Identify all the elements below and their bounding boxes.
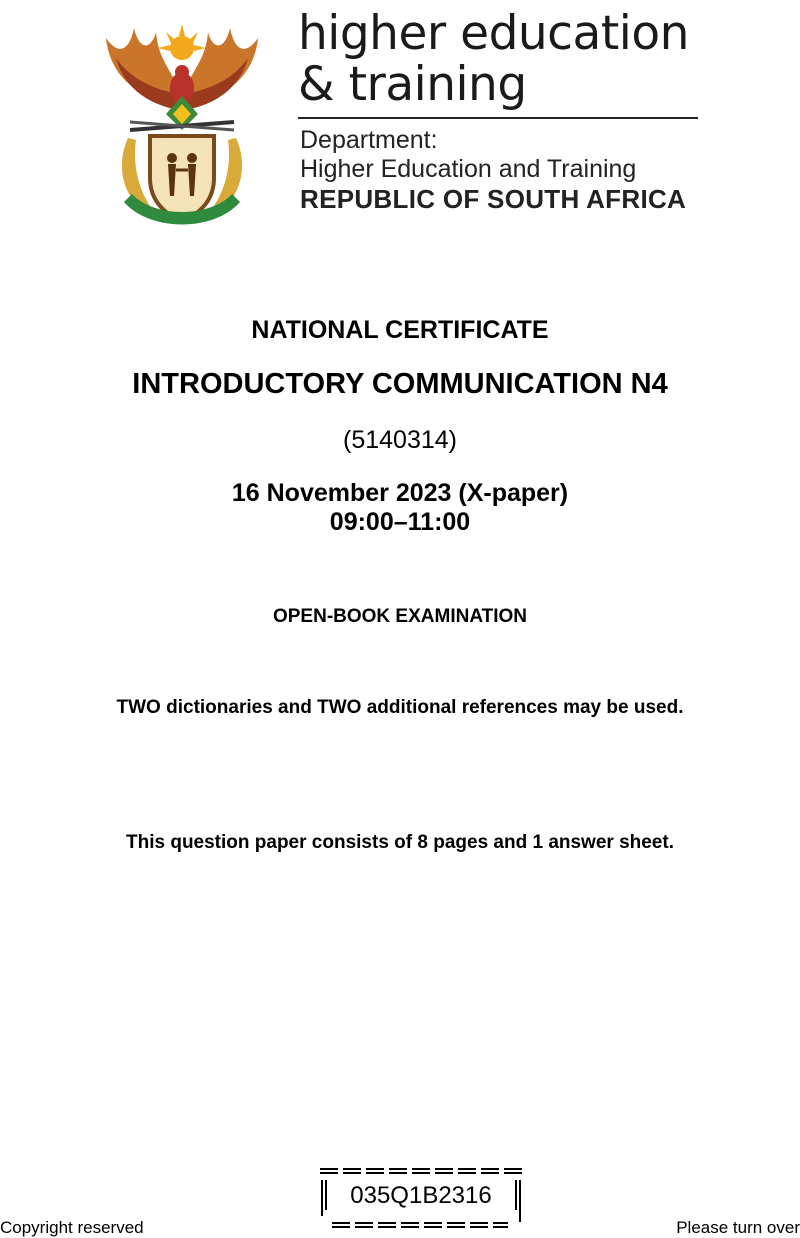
logo-line-1: higher education	[298, 6, 689, 61]
country-name: REPUBLIC OF SOUTH AFRICA	[300, 184, 687, 214]
references-note: TWO dictionaries and TWO additional references may be used.	[116, 697, 684, 718]
logo-divider	[298, 117, 698, 119]
subject-code: (5140314)	[343, 426, 457, 454]
certificate-title: NATIONAL CERTIFICATE	[251, 316, 549, 344]
department-name: Higher Education and Training	[300, 155, 637, 183]
footer-turn-over: Please turn over	[676, 1218, 800, 1237]
exam-date: 16 November 2023 (X-paper)	[231, 479, 569, 507]
shield	[150, 136, 214, 222]
page-count-note: This question paper consists of 8 pages and 1 answer sheet.	[126, 832, 674, 853]
coat-of-arms-icon	[100, 18, 264, 232]
barcode-number: 035Q1B2316	[350, 1182, 492, 1209]
subject-title: INTRODUCTORY COMMUNICATION N4	[132, 368, 668, 400]
footer-copyright: Copyright reserved	[0, 1218, 144, 1237]
exam-type: OPEN-BOOK EXAMINATION	[272, 606, 528, 627]
exam-time: 09:00–11:00	[329, 508, 471, 536]
department-label: Department:	[300, 126, 438, 154]
logo-line-2: & training	[298, 57, 527, 112]
